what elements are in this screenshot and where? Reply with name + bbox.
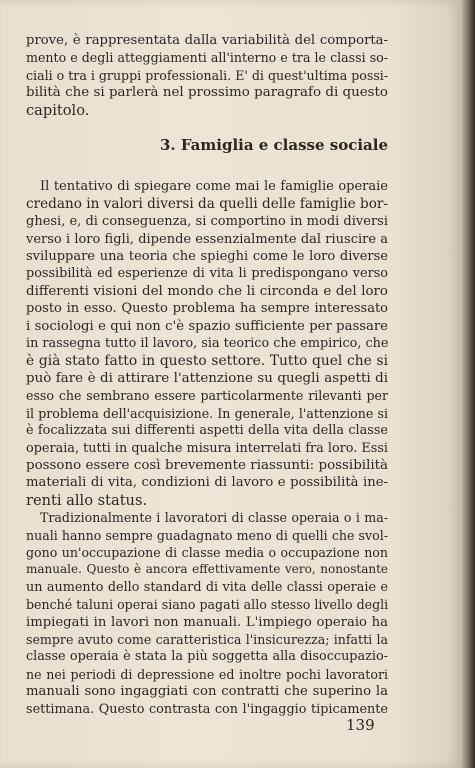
book-edge (462, 0, 475, 768)
text-line: nuali hanno sempre guadagnato meno di quelli che svol- (26, 527, 388, 543)
text-line: il problema dell'acquisizione. In generale, l'attenzione si (26, 405, 388, 421)
text-line: i sociologi e qui non c'è spazio sufficiente per passare (26, 318, 388, 334)
paragraph-intro (26, 32, 388, 119)
text-line: in rassegna tutto il lavoro, sia teorico che empirico, che (26, 336, 389, 352)
section-heading: 3. Famiglia e classe sociale (159, 136, 388, 155)
text-line: Tradizionalmente i lavoratori di classe operaia o i ma- (40, 510, 388, 526)
text-line: manuali sono ingaggiati con contratti che superino la (26, 684, 388, 700)
text-line: credano in valori diversi da quelli delle famiglie bor- (26, 195, 388, 212)
text-line: sviluppare una teoria che spieghi come le loro diverse (26, 249, 388, 265)
paragraph-workers (26, 509, 388, 718)
text-line: operaia, tutti in qualche misura interrelati fra loro. Essi (26, 440, 388, 456)
text-line: è già stato fatto in questo settore. Tutto quel che si (26, 352, 388, 369)
text-line: ne nei periodi di depressione ed inoltre pochi lavoratori (26, 666, 388, 682)
page-text (26, 32, 388, 718)
text-line: un aumento dello standard di vita delle classi operaie e (26, 579, 388, 595)
text-line: materiali di vita, condizioni di lavoro e possibilità ine- (26, 475, 388, 491)
text-line: mento e degli atteggiamenti all'interno e tra le classi so- (26, 50, 388, 66)
text-line: capitolo. (26, 101, 90, 119)
text-line: Il tentativo di spiegare come mai le famiglie operaie (40, 179, 388, 195)
text-line: possibilità ed esperienze di vita li predispongano verso (26, 266, 388, 282)
text-line: impiegati in lavori non manuali. L'impiego operaio ha (26, 614, 388, 630)
text-line: bilità che si parlerà nel prossimo paragrafo di questo (26, 85, 388, 101)
text-line: sempre avuto come caratteristica l'insicurezza; infatti la (26, 632, 388, 647)
text-line: classe operaia è stata la più soggetta alla disoccupazio- (26, 649, 388, 665)
text-line: renti allo status. (26, 491, 148, 509)
text-line: possono essere così brevemente riassunti: possibilità (26, 457, 388, 473)
text-line: posto in esso. Questo problema ha sempre interessato (26, 301, 388, 317)
text-line: manuale. Questo è ancora effettivamente vero, nonostante (26, 562, 388, 577)
text-line: verso i loro figli, dipende essenzialmente dal riuscire a (26, 231, 388, 247)
text-line: gono un'occupazione di classe media o occupazione non (26, 544, 388, 560)
text-line: prove, è rappresentata dalla variabilità del comporta- (26, 33, 388, 48)
text-line: differenti visioni del mondo che li circonda e del loro (26, 283, 388, 299)
text-line: ciali o tra i gruppi professionali. E' di quest'ultima possi- (26, 67, 389, 83)
text-line: esso che sembrano essere particolarmente rilevanti per (26, 388, 388, 404)
text-line: benché taluni operai siano pagati allo stesso livello degli (26, 597, 389, 613)
paragraph-family-class (26, 178, 388, 509)
text-line: è focalizzata sui differenti aspetti della vita della classe (26, 423, 388, 439)
text-line: può fare è di attirare l'attenzione su quegli aspetti di (26, 370, 388, 386)
text-line: settimana. Questo contrasta con l'ingaggio tipicamente (26, 701, 388, 717)
page-number: 139 (346, 716, 375, 734)
text-line: ghesi, e, di conseguenza, si comportino in modi diversi (26, 214, 388, 230)
